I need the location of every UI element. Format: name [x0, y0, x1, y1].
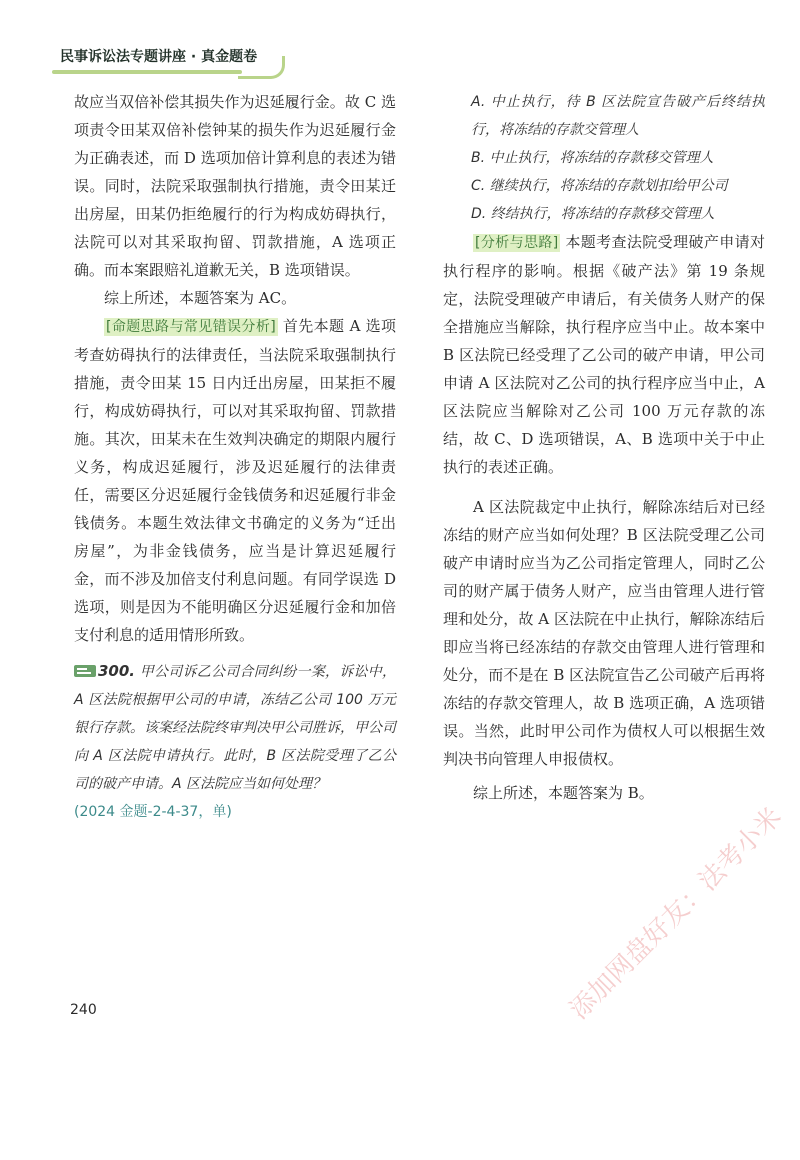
page-number: 240: [70, 1002, 97, 1018]
option-b: B. 中止执行，将冻结的存款移交管理人: [471, 150, 714, 166]
left-paragraph-conclusion: 综上所述，本题答案为 AC。: [104, 289, 297, 307]
right-paragraph-conclusion: 综上所述，本题答案为 B。: [473, 784, 654, 802]
question-300: [74, 657, 396, 826]
header-corner-decoration: [238, 56, 285, 79]
option-d: D. 终结执行，将冻结的存款移交管理人: [471, 206, 715, 222]
left-column: [74, 88, 396, 826]
left-paragraph-analysis: [74, 312, 396, 649]
right-paragraph-2: A 区法院裁定中止执行，解除冻结后对已经冻结的财产应当如何处理？B 区法院受理乙公司破产申请时应当为乙公司指定管理人，同时乙公司的财产属于债务人财产，应当由管理人进行管理和处分，故 A 区法院在中止执行，解除冻结后即应当将已经冻结的存款交由管理人进行管理和处分，而不是在 B 区法院宣告乙公司破产后再将冻结的存款交管理人，故 B 选项正确，A 选项错误。当然，此时甲公司作为债权人可以根据生效判决书向管理人申报债权。: [443, 498, 765, 768]
right-paragraph-analysis: [443, 228, 765, 481]
watermark-text: 添加网盘好友：法考小米: [564, 801, 788, 1026]
question-source: (2024 金题-2-4-37，单): [74, 804, 232, 820]
question-text: 甲公司诉乙公司合同纠纷一案，诉讼中，A 区法院根据甲公司的申请，冻结乙公司 100 万元银行存款。该案经法院终审判决甲公司胜诉，甲公司向 A 区法院申请执行。此时，B 区法院受理了乙公司的破产申请。A 区法院应当如何处理？: [74, 664, 396, 792]
question-marker-icon: [74, 664, 96, 678]
right-column: [443, 88, 765, 807]
left-paragraph-1: 故应当双倍补偿其损失作为迟延履行金。故 C 选项责令田某双倍补偿钟某的损失作为迟延履行金为正确表述，而 D 选项加倍计算利息的表述为错误。同时，法院采取强制执行措施，责令田某迁出房屋，田某仍拒绝履行的行为构成妨碍执行，法院可以对其采取拘留、罚款措施，A 选项正确。而本案跟赔礼道歉无关，B 选项错误。: [74, 93, 396, 279]
analysis-approach-badge: [分析与思路]: [475, 235, 559, 251]
running-header: [40, 38, 280, 70]
question-number: 300.: [98, 662, 136, 680]
header-underline-decoration: [52, 70, 242, 74]
analysis-approach-text: 本题考查法院受理破产申请对执行程序的影响。根据《破产法》第 19 条规定，法院受理破产申请后，有关债务人财产的保全措施应当解除，执行程序应当中止。故本案中 B 区法院已经受理了乙公司的破产申请，甲公司申请 A 区法院对乙公司的执行程序应当中止，A 区法院应当解除对乙公司 100 万元存款的冻结，故 C、D 选项错误，A、B 选项中关于中止执行的表述正确。: [443, 233, 765, 476]
analysis-text: 首先本题 A 选项考查妨碍执行的法律责任，当法院采取强制执行措施，责令田某 15 日内迁出房屋，田某拒不履行，构成妨碍执行，可以对其采取拘留、罚款措施。其次，田某未在生效判决确定的期限内履行义务，构成迟延履行，涉及迟延履行的法律责任，需要区分迟延履行金钱债务和迟延履行非金钱债务。本题生效法律文书确定的义务为“迁出房屋”，为非金钱债务，应当是计算迟延履行金，而不涉及加倍支付利息问题。有同学误选 D 选项，则是因为不能明确区分迟延履行金和加倍支付利息的适用情形所致。: [74, 317, 396, 644]
analysis-label-badge: [命题思路与常见错误分析]: [106, 319, 276, 335]
option-a: A. 中止执行，待 B 区法院宣告破产后终结执行，将冻结的存款交管理人: [471, 94, 765, 138]
header-title: 民事诉讼法专题讲座 · 真金题卷: [60, 49, 258, 65]
option-c: C. 继续执行，将冻结的存款划扣给甲公司: [471, 178, 728, 194]
